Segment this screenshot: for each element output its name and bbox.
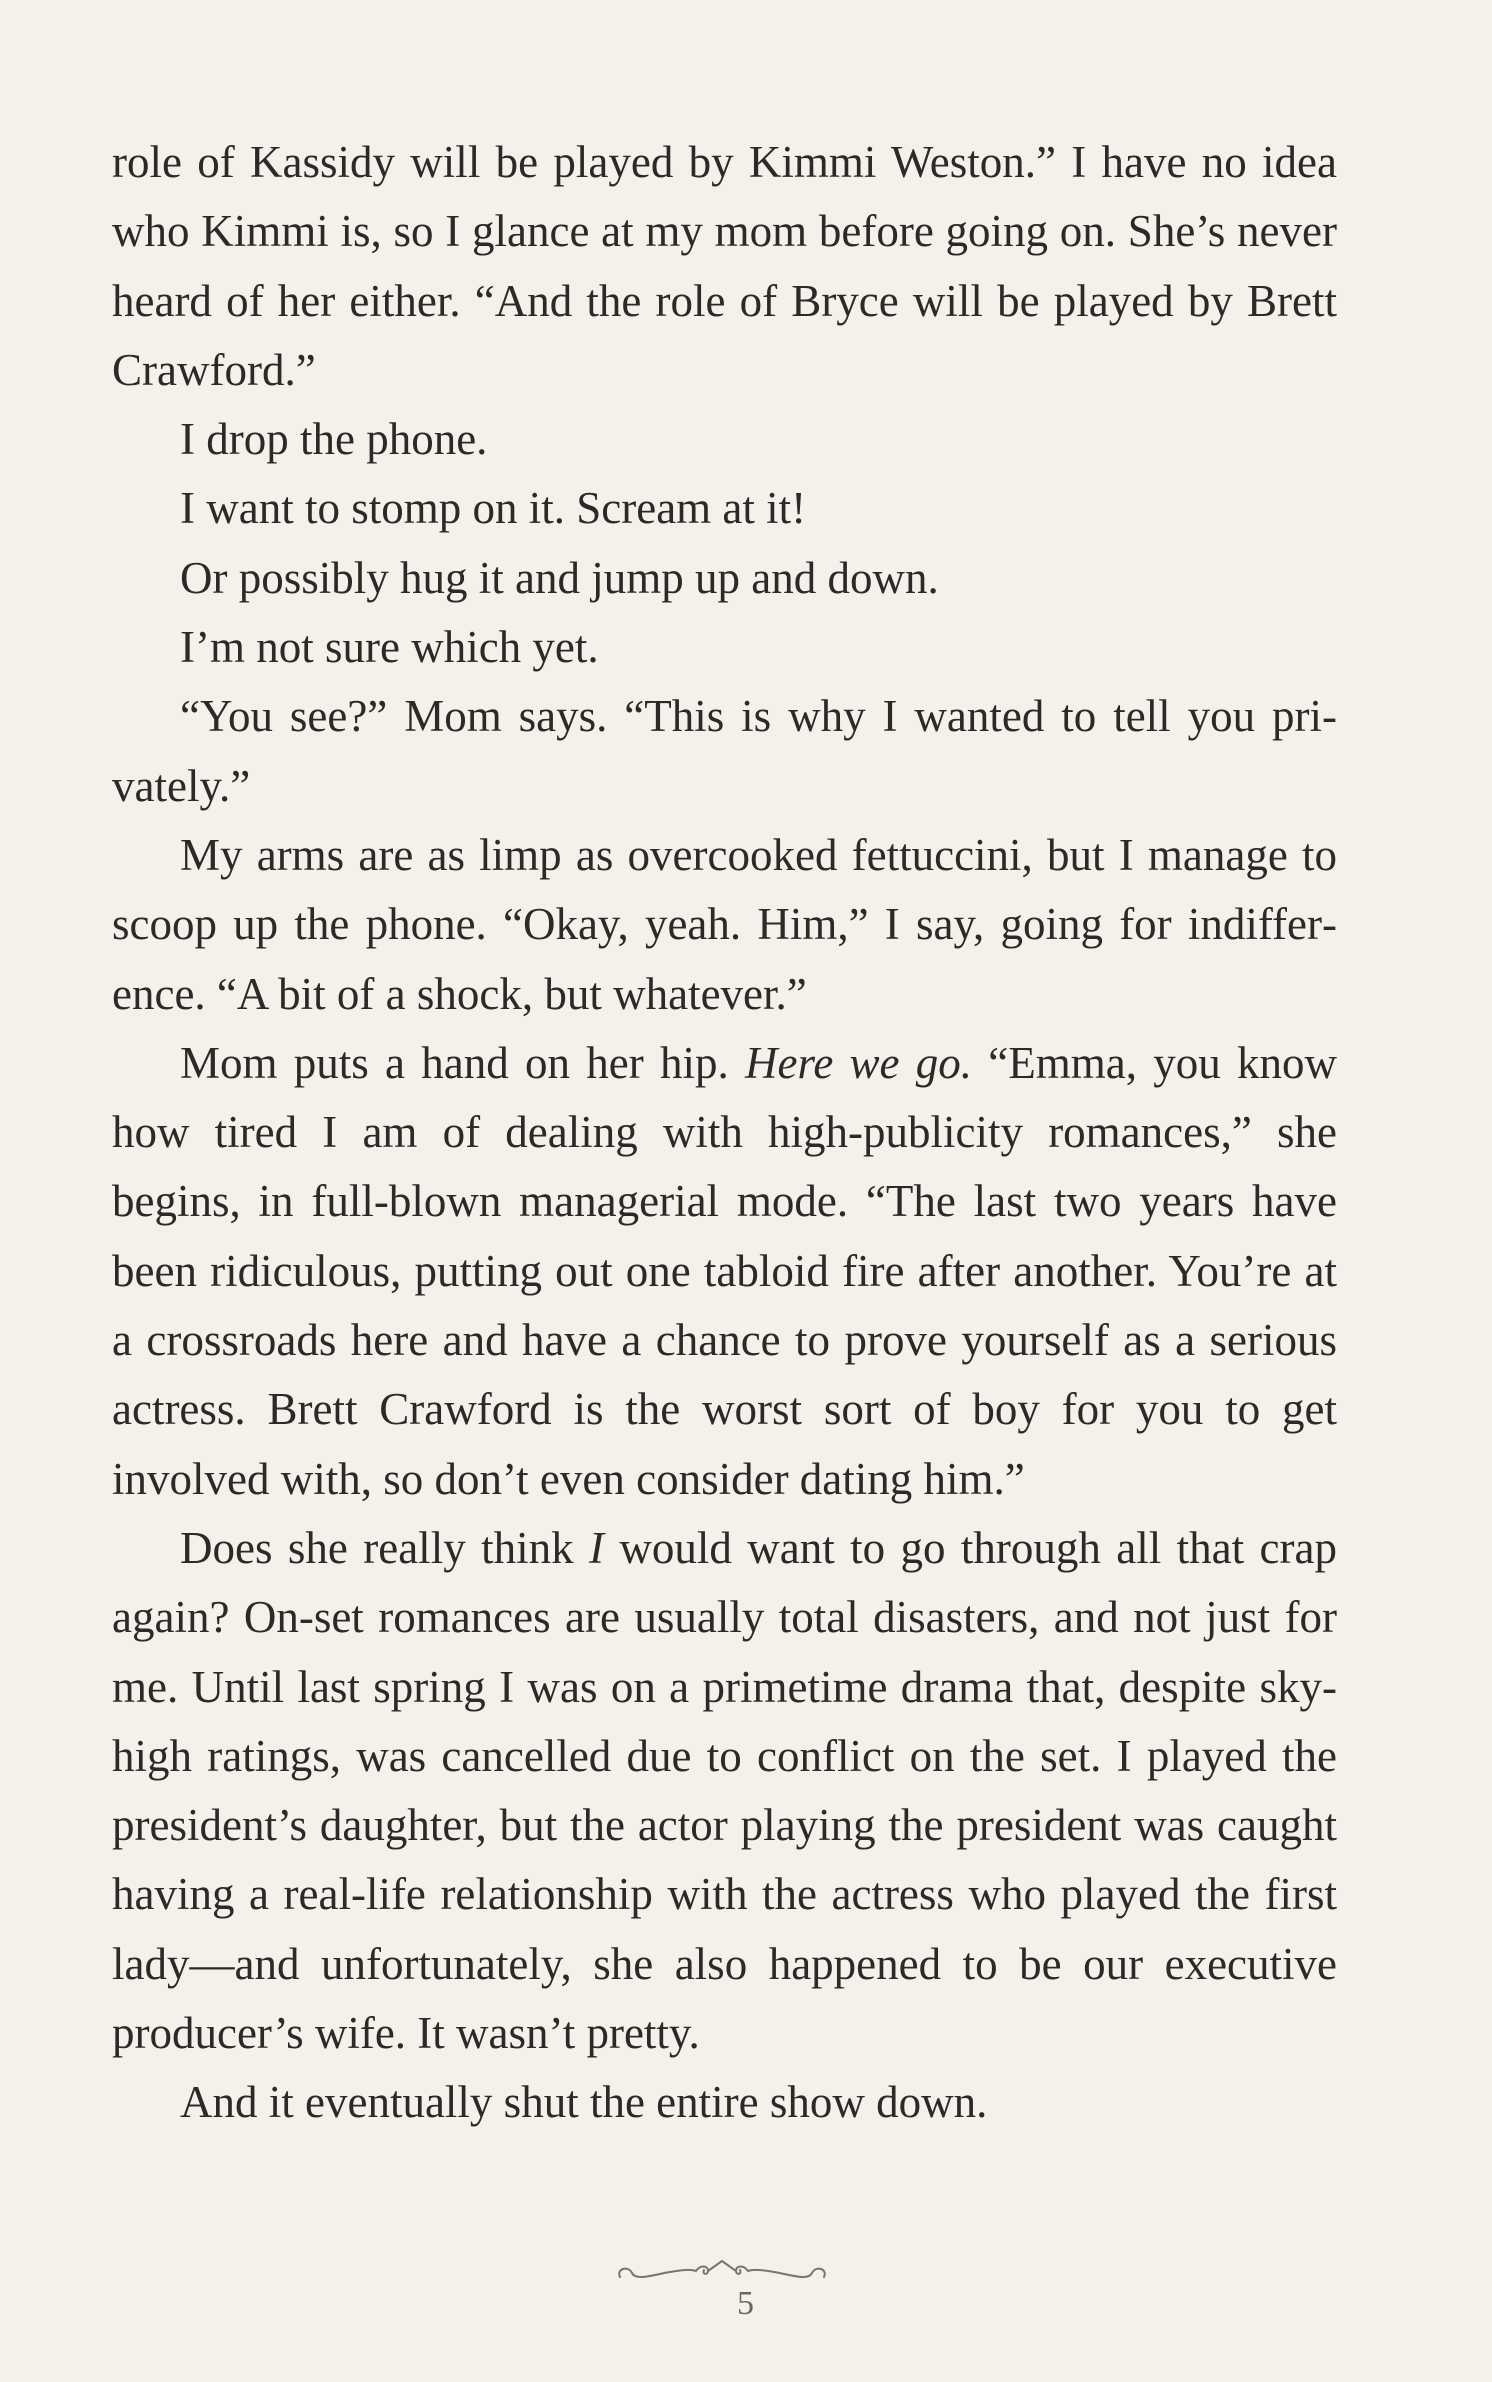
- paragraph-text: Or possibly hug it and jump up and down.: [180, 552, 939, 603]
- paragraph-text: I want to stomp on it. Scream at it!: [180, 483, 807, 534]
- italic-emphasis: Here we go.: [745, 1037, 973, 1088]
- page-footer: [0, 2255, 1492, 2345]
- paragraph-text: My arms are as limp as overcooked fettuccini, but I manage to scoop up the phone. “Okay, yeah. Him,” I say, going for indifference. “A bit of a shock, but whatever.”: [112, 829, 1337, 1019]
- paragraph: [112, 474, 1337, 543]
- paragraph: [112, 1514, 1337, 2068]
- paragraph: [112, 682, 1337, 821]
- paragraph: [112, 613, 1337, 682]
- paragraph-text: And it eventually shut the entire show down.: [180, 2077, 988, 2128]
- paragraph-text: would want to go through all that crap again? On-set romances are usually total disasters, and not just for me. Until last spring I was on a primetime drama that, despite sky-high ratings, was cancelled due to conflict on the set. I played the president’s daughter, but the actor playing the president was caught having a real-life relationship with the actress who played the first lady—and unfortunately, she also happened to be our executive producer’s wife. It wasn’t pretty.: [112, 1522, 1337, 2059]
- paragraph-text: I drop the phone.: [180, 414, 488, 465]
- page-number: 5: [737, 2285, 755, 2322]
- book-page-text: [112, 128, 1337, 2138]
- italic-emphasis: I: [588, 1522, 604, 1573]
- paragraph: [112, 405, 1337, 474]
- paragraph-text: I’m not sure which yet.: [180, 622, 599, 673]
- paragraph: [112, 544, 1337, 613]
- paragraph-text: “Emma, you know how tired I am of dealing with high-publicity romances,” she begins, in full-blown managerial mode. “The last two years have been ridiculous, putting out one tabloid fire after another. You’re at a crossroads here and have a chance to prove yourself as a serious actress. Brett Crawford is the worst sort of boy for you to get involved with, so don’t even consider dating him.”: [112, 1037, 1338, 1504]
- paragraph: [112, 1029, 1337, 1514]
- paragraph: [112, 2068, 1337, 2137]
- paragraph-text: Mom puts a hand on her hip.: [180, 1037, 745, 1088]
- paragraph-text: Does she really think: [180, 1522, 589, 1573]
- paragraph: [112, 128, 1337, 405]
- paragraph-text: role of Kassidy will be played by Kimmi Weston.” I have no idea who Kimmi is, so I glance at my mom before going on. She’s never heard of her either. “And the role of Bryce will be played by Brett Crawford.”: [112, 137, 1337, 395]
- paragraph-text: “You see?” Mom says. “This is why I wanted to tell you privately.”: [112, 691, 1337, 811]
- paragraph: [112, 821, 1337, 1029]
